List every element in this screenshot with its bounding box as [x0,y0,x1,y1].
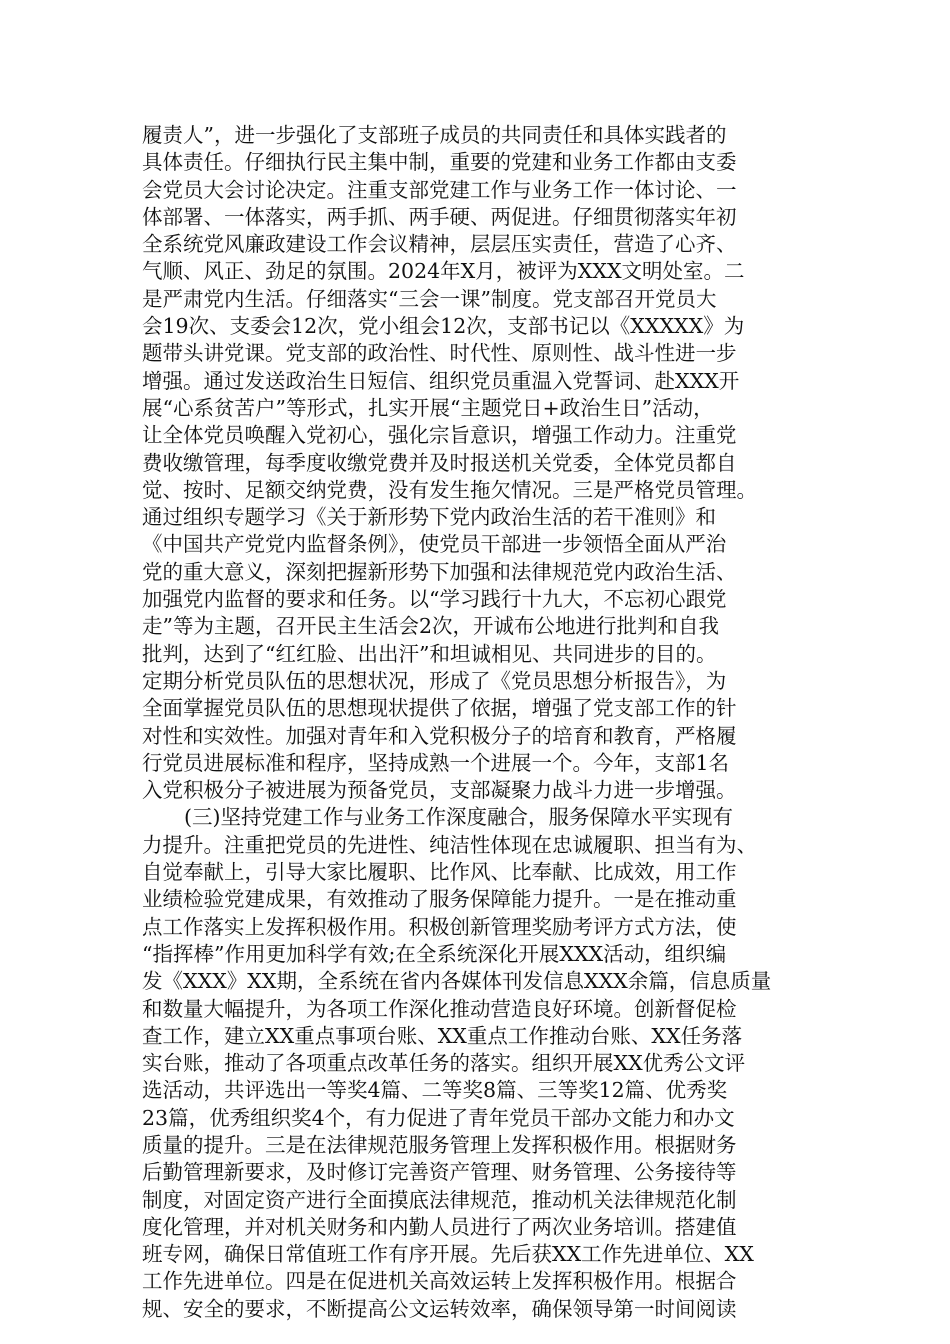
text-line: 制度，对固定资产进行全面摸底法律规范，推动机关法律规范化制 [142,1187,737,1212]
text-line: 气顺、风正、劲足的氛围。2024年X月，被评为XXX文明处室。二 [142,259,745,284]
body-text [142,122,842,1323]
text-line: 具体责任。仔细执行民主集中制，重要的党建和业务工作都由支委 [142,150,737,175]
text-line: 后勤管理新要求，及时修订完善资产管理、财务管理、公务接待等 [142,1160,737,1185]
text-line: 全面掌握党员队伍的思想现状提供了依据，增强了党支部工作的针 [142,696,737,721]
text-line: 走”等为主题，召开民主生活会2次，开诚布公地进行批判和自我 [142,614,720,639]
text-line: 质量的提升。三是在法律规范服务管理上发挥积极作用。根据财务 [142,1132,737,1157]
text-line: 查工作，建立XX重点事项台账、XX重点工作推动台账、XX任务落 [142,1023,743,1048]
text-line: 展“心系贫苦户”等形式，扎实开展“主题党日+政治生日”活动， [142,395,714,420]
text-line: 力提升。注重把党员的先进性、纯洁性体现在忠诚履职、担当有为、 [142,832,757,857]
text-line: 23篇，优秀组织奖4个，有力促进了青年党员干部办文能力和办文 [142,1105,735,1130]
text-line: 定期分析党员队伍的思想状况，形成了《党员思想分析报告》，为 [142,668,727,693]
text-line: 行党员进展标准和程序，坚持成熟一个进展一个。今年，支部1名 [142,750,730,775]
text-line: 实台账，推动了各项重点改革任务的落实。组织开展XX优秀公文评 [142,1051,746,1076]
text-line: 会党员大会讨论决定。注重支部党建工作与业务工作一体讨论、一 [142,177,737,202]
text-line: 让全体党员唤醒入党初心，强化宗旨意识，增强工作动力。注重党 [142,423,737,448]
text-line: 点工作落实上发挥积极作用。积极创新管理奖励考评方式方法，使 [142,914,737,939]
text-line: 业绩检验党建成果，有效推动了服务保障能力提升。一是在推动重 [142,887,737,912]
paragraph-party-life [142,122,842,804]
text-line: 觉、按时、足额交纳党费，没有发生拖欠情况。三是严格党员管理。 [142,477,757,502]
text-line: “指挥棒”作用更加科学有效;在全系统深化开展XXX活动，组织编 [142,941,727,966]
text-line: 加强党内监督的要求和任务。以“学习践行十九大，不忘初心跟党 [142,587,727,612]
text-line: 班专网，确保日常值班工作有序开展。先后获XX工作先进单位、XX [142,1242,754,1267]
paragraph-integration [142,804,842,1323]
text-line: 和数量大幅提升，为各项工作深化推动营造良好环境。创新督促检 [142,996,737,1021]
text-line: 是严肃党内生活。仔细落实“三会一课”制度。党支部召开党员大 [142,286,717,311]
text-line: 规、安全的要求，不断提高公文运转效率，确保领导第一时间阅读 [142,1296,737,1321]
text-line: 发《XXX》XX期，全系统在省内各媒体刊发信息XXX余篇，信息质量 [142,969,772,994]
text-line: 选活动，共评选出一等奖4篇、二等奖8篇、三等奖12篇、优秀奖 [142,1078,728,1103]
text-line: 党的重大意义，深刻把握新形势下加强和法律规范党内政治生活、 [142,559,737,584]
text-line: 费收缴管理，每季度收缴党费并及时报送机关党委，全体党员都自 [142,450,737,475]
text-line: 增强。通过发送政治生日短信、组织党员重温入党誓词、赴XXX开 [142,368,740,393]
text-line: (三)坚持党建工作与业务工作深度融合，服务保障水平实现有 [184,805,733,830]
text-line: 自觉奉献上，引导大家比履职、比作风、比奉献、比成效，用工作 [142,860,737,885]
text-line: 履责人”，进一步强化了支部班子成员的共同责任和具体实践者的 [142,123,727,147]
text-line: 度化管理，并对机关财务和内勤人员进行了两次业务培训。搭建值 [142,1214,737,1239]
text-line: 入党积极分子被进展为预备党员，支部凝聚力战斗力进一步增强。 [142,778,737,803]
text-line: 对性和实效性。加强对青年和入党积极分子的培育和教育，严格履 [142,723,737,748]
text-line: 题带头讲党课。党支部的政治性、时代性、原则性、战斗性进一步 [142,341,737,366]
text-line: 通过组织专题学习《关于新形势下党内政治生活的若干准则》和 [142,505,716,530]
text-line: 体部署、一体落实，两手抓、两手硬、两促进。仔细贯彻落实年初 [142,204,737,229]
text-line: 批判，达到了“红红脸、出出汗”和坦诚相见、共同进步的目的。 [142,641,717,666]
text-line: 工作先进单位。四是在促进机关高效运转上发挥积极作用。根据合 [142,1269,737,1294]
text-line: 会19次、支委会12次，党小组会12次，支部书记以《XXXXX》为 [142,314,745,339]
text-line: 《中国共产党党内监督条例》，使党员干部进一步领悟全面从严治 [142,532,727,557]
text-line: 全系统党风廉政建设工作会议精神，层层压实责任，营造了心齐、 [142,232,737,257]
